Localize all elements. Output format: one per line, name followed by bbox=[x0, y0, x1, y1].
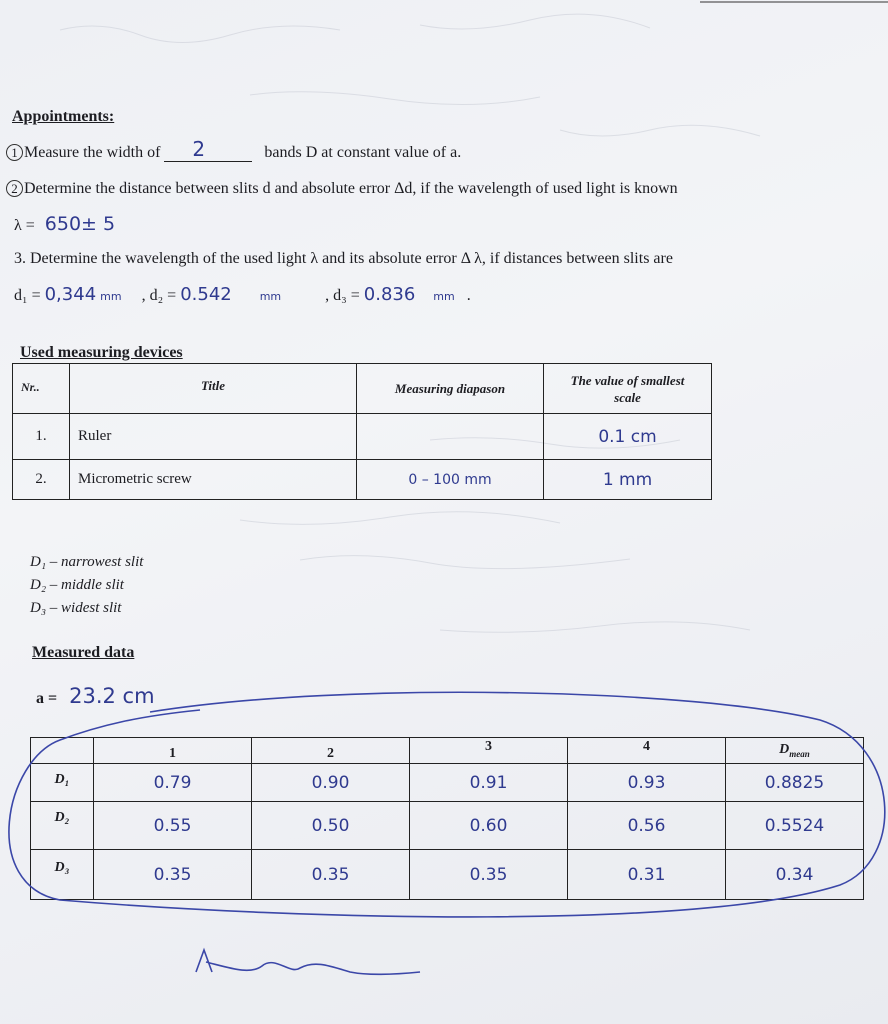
device-row: 1. Ruler 0.1 cm bbox=[13, 414, 712, 460]
lambda-line: λ = 650± 5 bbox=[14, 213, 116, 235]
legend-d2: D₂ – middle slit bbox=[30, 577, 124, 593]
bands-count-value: 2 bbox=[192, 137, 206, 161]
legend-d1: D₁ – narrowest slit bbox=[30, 554, 144, 570]
a-value: 23.2 cm bbox=[69, 684, 155, 708]
legend-d3: D₃ – widest slit bbox=[30, 600, 122, 616]
d2-value: 0.542 bbox=[180, 284, 232, 305]
header-range: Measuring diapason bbox=[357, 364, 544, 414]
header-scale: The value of smallest scale bbox=[544, 364, 712, 414]
appointments-heading: Appointments: bbox=[12, 108, 115, 125]
measured-row: D₂ 0.55 0.50 0.60 0.56 0.5524 bbox=[31, 802, 864, 850]
measured-row: D₁ 0.79 0.90 0.91 0.93 0.8825 bbox=[31, 764, 864, 802]
slit-distances-line: d₁ = 0,344 mm , d₂ = 0.542 mm , d₃ = 0.836 mm . bbox=[14, 284, 471, 305]
appointment-item-2: 2 Determine the distance between slits d and absolute error Δd, if the wavelength of used light is known bbox=[6, 180, 678, 198]
measured-row: D₃ 0.35 0.35 0.35 0.31 0.34 bbox=[31, 850, 864, 900]
item-number-1: 1 bbox=[6, 144, 23, 161]
device-scale: 0.1 cm bbox=[544, 414, 712, 460]
lambda-value: 650± 5 bbox=[44, 213, 116, 235]
d1-value: 0,344 bbox=[44, 284, 97, 305]
item-number-2: 2 bbox=[6, 180, 23, 197]
a-value-line: a = 23.2 cm bbox=[36, 684, 155, 708]
device-row: 2. Micrometric screw 0 – 100 mm 1 mm bbox=[13, 460, 712, 500]
device-title: Micrometric screw bbox=[70, 460, 357, 500]
device-range: 0 – 100 mm bbox=[357, 460, 544, 500]
header-title: Title bbox=[70, 364, 357, 414]
slit-legend bbox=[30, 551, 143, 620]
d3-value: 0.836 bbox=[363, 284, 416, 305]
devices-table bbox=[12, 363, 712, 500]
device-title: Ruler bbox=[70, 414, 357, 460]
appointment-item-3: 3. Determine the wavelength of the used light λ and its absolute error Δ λ, if distances between slits are bbox=[14, 250, 673, 267]
measured-table bbox=[30, 737, 864, 900]
mean-value: 0.5524 bbox=[726, 802, 864, 850]
measured-header-row: 1 2 3 4 $D_{mean}$ bbox=[31, 738, 864, 764]
mean-header: $D_{mean}$ bbox=[726, 738, 864, 764]
mean-value: 0.34 bbox=[726, 850, 864, 900]
measured-heading: Measured data bbox=[32, 644, 135, 661]
device-scale: 1 mm bbox=[544, 460, 712, 500]
mean-value: 0.8825 bbox=[726, 764, 864, 802]
appointment-item-1: 1 Measure the width of 2 bands D at constant value of a. bbox=[6, 143, 461, 162]
devices-heading: Used measuring devices bbox=[20, 344, 183, 361]
devices-header-row bbox=[13, 364, 712, 414]
header-nr: Nr.. bbox=[13, 364, 70, 414]
